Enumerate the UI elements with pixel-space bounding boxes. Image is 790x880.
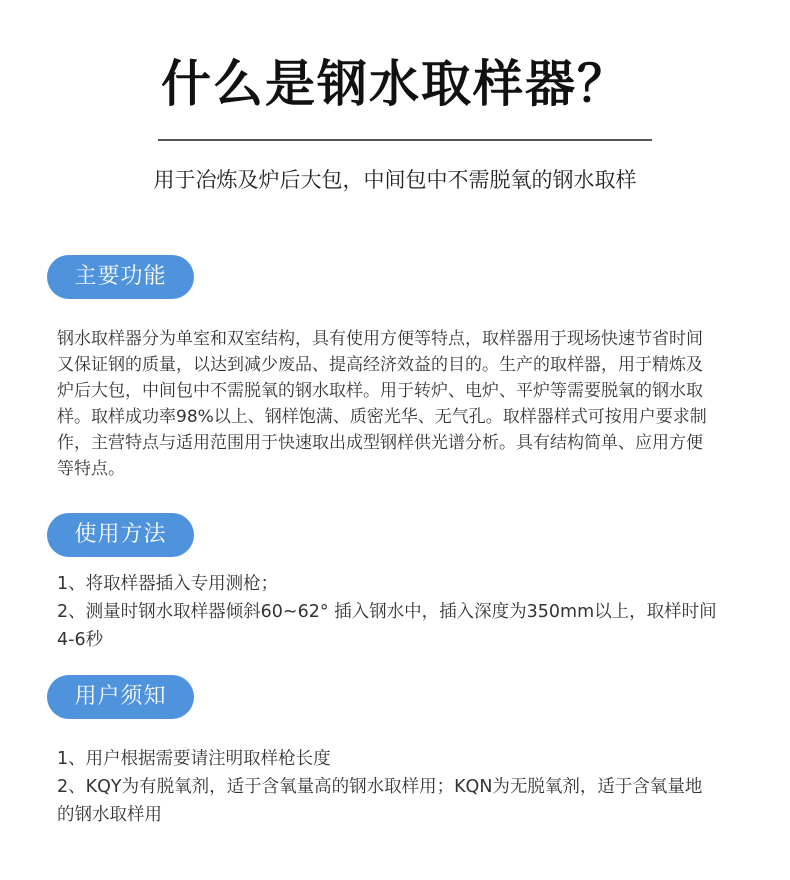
main-functions-text: 钢水取样器分为单室和双室结构，具有使用方便等特点，取样器用于现场快速节省时间又保证钢的质量，以达到减少废品、提高经济效益的目的。生产的取样器，用于精炼及炉后大包，中间包中不需脱氧的钢水取样。用于转炉、电炉、平炉等需要脱氧的钢水取样。取样成功率98%以上、钢样饱满、质密光华、无气孔。取样器样式可按用户要求制作，主营特点与适用范围用于快速取出成型钢样供光谱分析。具有结构简单、应用方便等特点。: [57, 329, 707, 479]
section-heading-usage: 使用方法: [47, 513, 194, 557]
list-item: 1、将取样器插入专用测枪；: [57, 574, 279, 594]
list-item: 2、测量时钢水取样器倾斜60~62° 插入钢水中，插入深度为350mm以上，取样时间4-6秒: [57, 602, 717, 650]
user-notes-list: [57, 745, 717, 829]
section-heading-main-functions: 主要功能: [47, 255, 194, 299]
usage-list: [57, 570, 717, 654]
page-title: 什么是钢水取样器？: [161, 55, 629, 113]
section-heading-user-notes: 用户须知: [47, 675, 194, 719]
list-item: 2、KQY为有脱氧剂，适于含氧量高的钢水取样用；KQN为无脱氧剂，适于含氧量地的钢水取样用: [57, 777, 703, 825]
title-divider: [158, 139, 652, 141]
page-subtitle: 用于冶炼及炉后大包，中间包中不需脱氧的钢水取样: [153, 168, 637, 192]
list-item: 1、用户根据需要请注明取样枪长度: [57, 749, 331, 769]
